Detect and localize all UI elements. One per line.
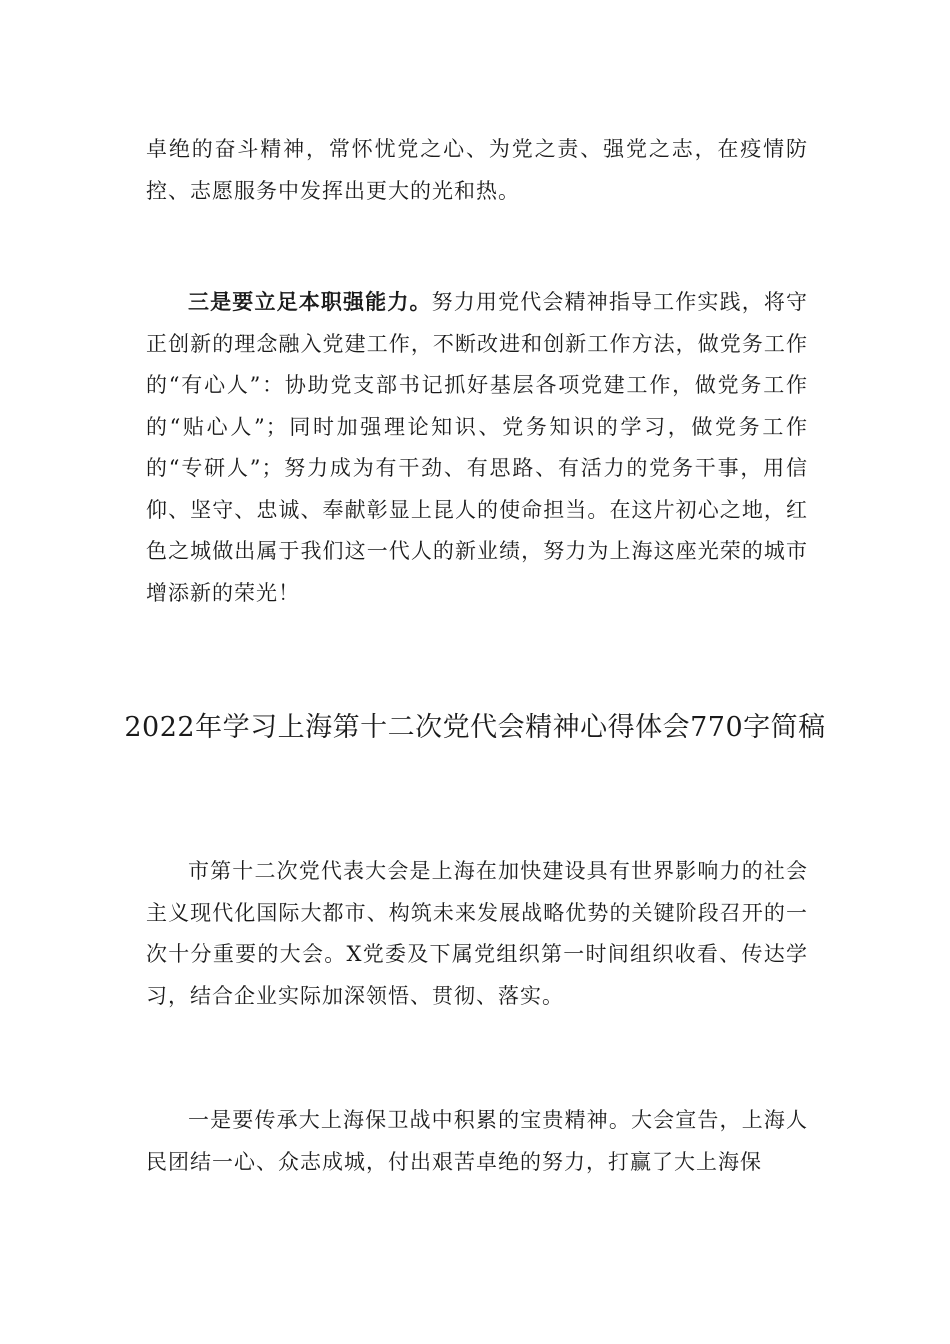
paragraph-continued: 卓绝的奋斗精神，常怀忧党之心、为党之责、强党之志，在疫情防控、志愿服务中发挥出更大的光和热。 — [146, 137, 808, 203]
paragraph-point-one: 一是要传承大上海保卫战中积累的宝贵精神。大会宣告，上海人民团结一心、众志成城，付出艰苦卓绝的努力，打赢了大上海保 — [146, 1108, 808, 1174]
paragraph-intro: 市第十二次党代表大会是上海在加快建设具有世界影响力的社会主义现代化国际大都市、构筑未来发展战略优势的关键阶段召开的一次十分重要的大会。X党委及下属党组织第一时间组织收看、传达学习，结合企业实际加深领悟、贯彻、落实。 — [146, 859, 808, 1008]
document-title: 2022年学习上海第十二次党代会精神心得体会770字简稿 — [124, 712, 826, 743]
paragraph-point-three — [146, 281, 808, 614]
paragraph-body: 努力用党代会精神指导工作实践，将守正创新的理念融入党建工作，不断改进和创新工作方法，做党务工作的“有心人”：协助党支部书记抓好基层各项党建工作，做党务工作的“贴心人”；同时加强理论知识、党务知识的学习，做党务工作的“专研人”；努力成为有干劲、有思路、有活力的党务干事，用信仰、坚守、忠诚、奉献彰显上昆人的使命担当。在这片初心之地，红色之城做出属于我们这一代人的新业绩，努力为上海这座光荣的城市增添新的荣光！ — [146, 290, 809, 605]
paragraph-lead-heading: 三是要立足本职强能力。 — [188, 289, 432, 314]
